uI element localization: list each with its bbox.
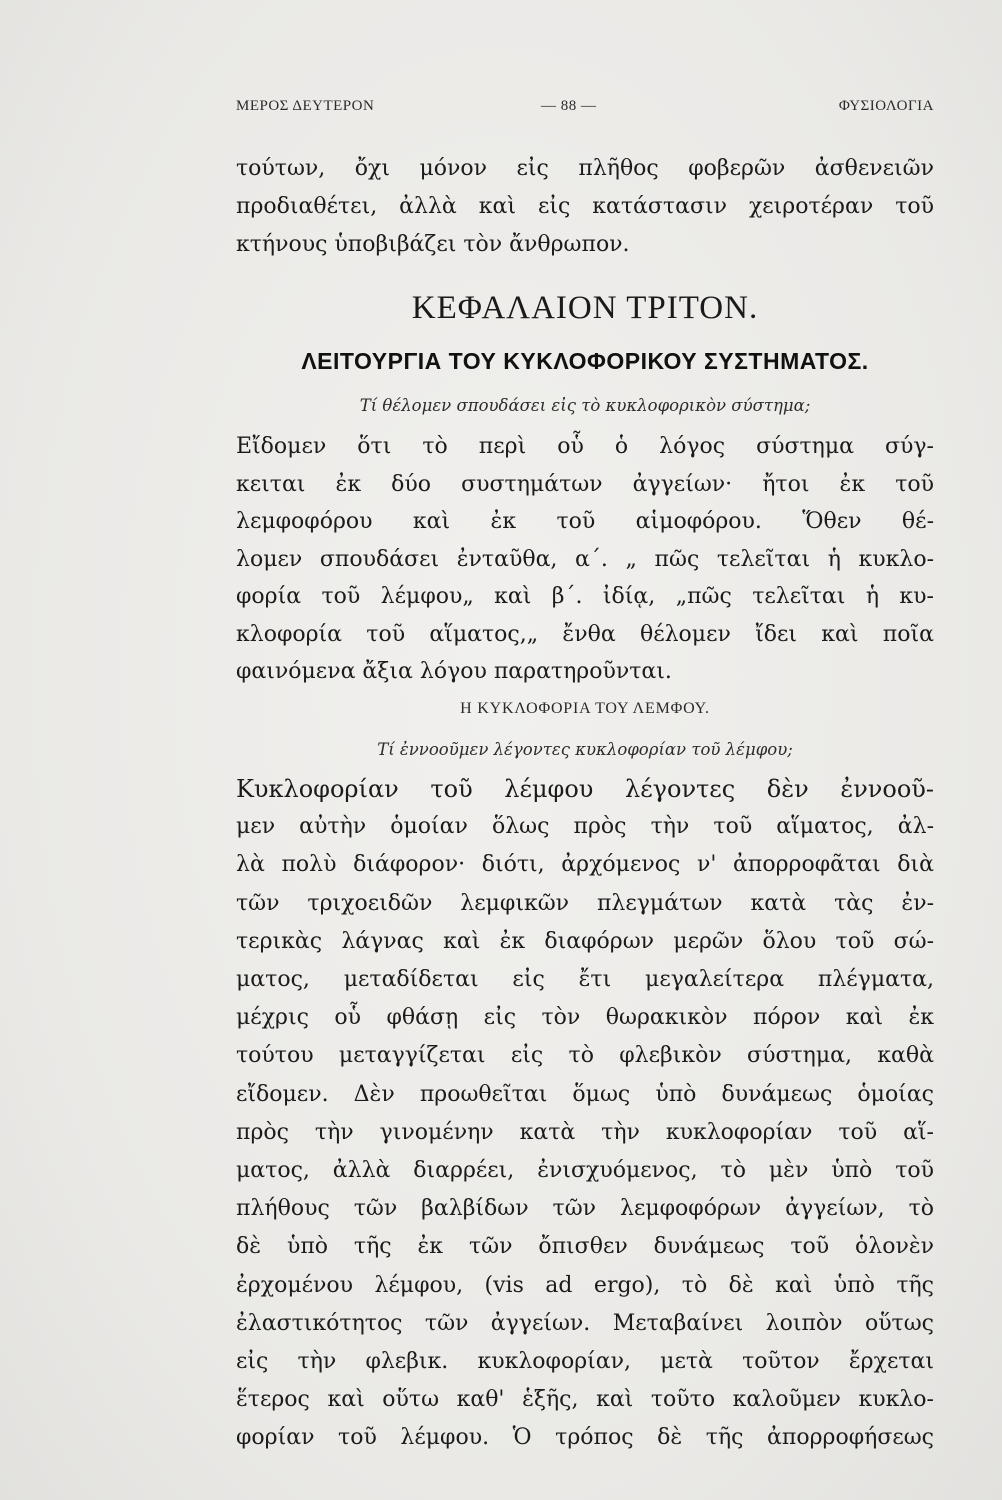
text-line: ἕτερος καὶ οὕτω καθ' ἑξῆς, καὶ τοῦτο καλοῦμεν κυκλο- bbox=[236, 1387, 934, 1413]
text-line: πρὸς τὴν γινομένην κατὰ τὴν κυκλοφορίαν τοῦ αἵ- bbox=[236, 1119, 934, 1145]
study-question: Τί θέλομεν σπουδάσει εἰς τὸ κυκλοφορικὸν σύστημα; bbox=[359, 396, 811, 415]
text-line: ἐρχομένου λέμφου, (vis ad ergo), τὸ δὲ καὶ ὑπὸ τῆς bbox=[236, 1272, 934, 1298]
section-title: ΛΕΙΤΟΥΡΓΙΑ ΤΟΥ ΚΥΚΛΟΦΟΡΙΚΟΥ ΣΥΣΤΗΜΑΤΟΣ. bbox=[301, 348, 869, 374]
text-line: λεμφοφόρου καὶ ἐκ τοῦ αἱμοφόρου. Ὅθεν θέ- bbox=[236, 509, 934, 534]
text-line: κλοφορία τοῦ αἵματος,„ ἔνθα θέλομεν ἴδει καὶ ποῖα bbox=[236, 621, 934, 647]
text-line: Εἴδομεν ὅτι τὸ περὶ οὗ ὁ λόγος σύστημα σύγ- bbox=[236, 434, 934, 459]
text-line: μεν αὐτὴν ὁμοίαν ὅλως πρὸς τὴν τοῦ αἵματος, ἀλ- bbox=[236, 814, 934, 840]
text-line: φορίαν τοῦ λέμφου. Ὁ τρόπος δὲ τῆς ἀπορροφήσεως bbox=[236, 1425, 934, 1451]
text-line: λὰ πολὺ διάφορον· διότι, ἀρχόμενος ν' ἀπορροφᾶται διὰ bbox=[236, 852, 934, 878]
header-part-title: ΜΕΡΟΣ ΔΕΥΤΕΡΟΝ bbox=[236, 98, 375, 114]
text-line: κτήνους ὑποβιβάζει τὸν ἄνθρωπον. bbox=[236, 232, 630, 257]
text-line: δὲ ὑπὸ τῆς ἐκ τῶν ὄπισθεν δυνάμεως τοῦ ὁλονὲν bbox=[236, 1234, 934, 1260]
text-line: φορία τοῦ λέμφου„ καὶ β΄. ἰδίᾳ, „πῶς τελεῖται ἡ κυ- bbox=[236, 584, 934, 609]
paragraph-circulatory-intro bbox=[236, 428, 934, 691]
intro-paragraph bbox=[236, 150, 934, 264]
text-line: εἰς τὴν φλεβικ. κυκλοφορίαν, μετὰ τοῦτον ἔρχεται bbox=[236, 1349, 934, 1375]
text-line: τῶν τριχοειδῶν λεμφικῶν πλεγμάτων κατὰ τὰς ἐν- bbox=[236, 890, 934, 916]
text-line: τούτου μεταγγίζεται εἰς τὸ φλεβικὸν σύστημα, καθὰ bbox=[236, 1043, 934, 1069]
text-line: πλήθους τῶν βαλβίδων τῶν λεμφοφόρων ἀγγείων, τὸ bbox=[236, 1196, 934, 1222]
study-question: Τί ἐννοοῦμεν λέγοντες κυκλοφορίαν τοῦ λέμφου; bbox=[377, 740, 793, 759]
text-line: κειται ἐκ δύο συστημάτων ἀγγείων· ἤτοι ἐκ τοῦ bbox=[236, 471, 934, 497]
text-line: λομεν σπουδάσει ἐνταῦθα, α΄. „ πῶς τελεῖται ἡ κυκλο- bbox=[236, 546, 934, 572]
text-line: ματος, μεταδίδεται εἰς ἔτι μεγαλείτερα πλέγματα, bbox=[236, 967, 934, 993]
text-line: Κυκλοφορίαν τοῦ λέμφου λέγοντες δὲν ἐννοοῦ- bbox=[236, 775, 934, 803]
paragraph-lymph-circulation bbox=[236, 770, 934, 1458]
text-line: ἐλαστικότητος τῶν ἀγγείων. Μεταβαίνει λοιπὸν οὕτως bbox=[236, 1310, 934, 1336]
header-subject: ΦΥΣΙΟΛΟΓΙΑ bbox=[838, 98, 934, 114]
subheading: Η ΚΥΚΛΟΦΟΡΙΑ ΤΟΥ ΛΕΜΦΟΥ. bbox=[460, 700, 710, 717]
page-number: — 88 — bbox=[541, 98, 597, 114]
chapter-title: ΚΕΦΑΛΑΙΟΝ ΤΡΙΤΟΝ. bbox=[411, 290, 759, 326]
text-line: τερικὰς λάγνας καὶ ἐκ διαφόρων μερῶν ὅλου τοῦ σώ- bbox=[236, 928, 934, 954]
text-line: μέχρις οὗ φθάσῃ εἰς τὸν θωρακικὸν πόρον καὶ ἐκ bbox=[236, 1005, 934, 1031]
text-line: εἴδομεν. Δὲν προωθεῖται ὅμως ὑπὸ δυνάμεως ὁμοίας bbox=[236, 1081, 934, 1107]
text-line: προδιαθέτει, ἀλλὰ καὶ εἰς κατάστασιν χειροτέραν τοῦ bbox=[236, 194, 934, 219]
text-line: φαινόμενα ἄξια λόγου παρατηροῦνται. bbox=[236, 659, 672, 684]
text-line: τούτων, ὄχι μόνον εἰς πλῆθος φοβερῶν ἀσθενειῶν bbox=[236, 156, 934, 181]
text-line: ματος, ἀλλὰ διαρρέει, ἐνισχυόμενος, τὸ μὲν ὑπὸ τοῦ bbox=[236, 1158, 934, 1184]
running-header bbox=[236, 98, 934, 122]
